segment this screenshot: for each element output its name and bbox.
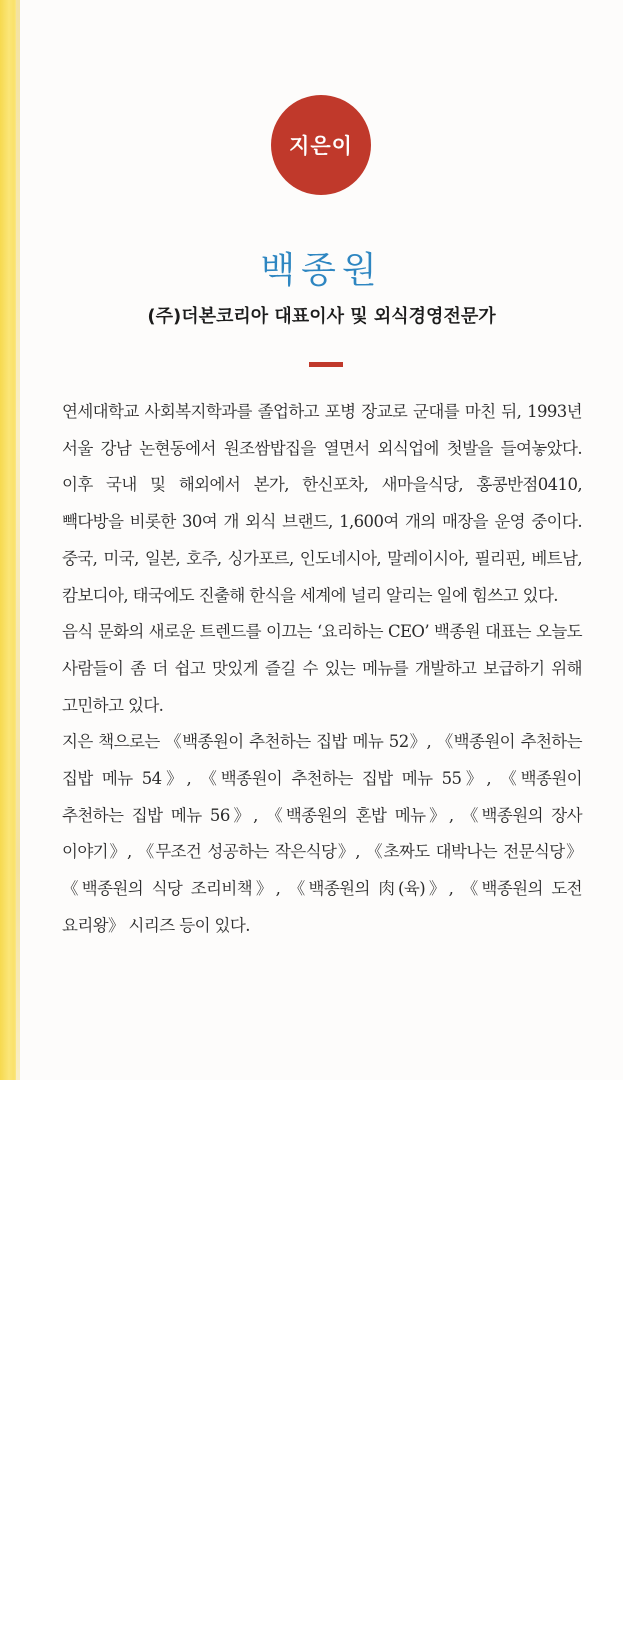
bio-paragraph-philosophy: 음식 문화의 새로운 트렌드를 이끄는 ‘요리하는 CEO’ 백종원 대표는 오늘도 사람들이 좀 더 쉽고 맛있게 즐길 수 있는 메뉴를 개발하고 보급하기 위해 고민하고 있다. [62, 622, 582, 715]
bio-paragraph-books: 지은 책으로는 《백종원이 추천하는 집밥 메뉴 52》, 《백종원이 추천하는 집밥 메뉴 54》, 《백종원이 추천하는 집밥 메뉴 55》, 《백종원이 추천하는 집밥 메뉴 56》, 《백종원의 혼밥 메뉴》, 《백종원의 장사 이야기》, 《무조건 성공하는 작은식당》, 《초짜도 대박나는 전문식당》 《백종원의 식당 조리비책》, 《백종원의 肉(육)》, 《백종원의 도전 요리왕》 시리즈 등이 있다. [62, 732, 582, 935]
author-title: (주)더본코리아 대표이사 및 외식경영전문가 [147, 306, 496, 327]
author-name: 백종원 [260, 250, 383, 291]
yellow-spine-strip [0, 0, 20, 1080]
author-badge-label: 지은이 [289, 134, 353, 158]
author-badge [271, 95, 371, 195]
author-bio [62, 394, 582, 945]
section-divider [309, 362, 343, 367]
bio-paragraph-career: 연세대학교 사회복지학과를 졸업하고 포병 장교로 군대를 마친 뒤, 1993년 서울 강남 논현동에서 원조쌈밥집을 열면서 외식업에 첫발을 들여놓았다. 이후 국내 및 해외에서 본가, 한신포차, 새마을식당, 홍콩반점0410, 빽다방을 비롯한 30여 개 외식 브랜드, 1,600여 개의 매장을 운영 중이다. 중국, 미국, 일본, 호주, 싱가포르, 인도네시아, 말레이시아, 필리핀, 베트남, 캄보디아, 태국에도 진출해 한식을 세계에 널리 알리는 일에 힘쓰고 있다. [62, 402, 582, 605]
